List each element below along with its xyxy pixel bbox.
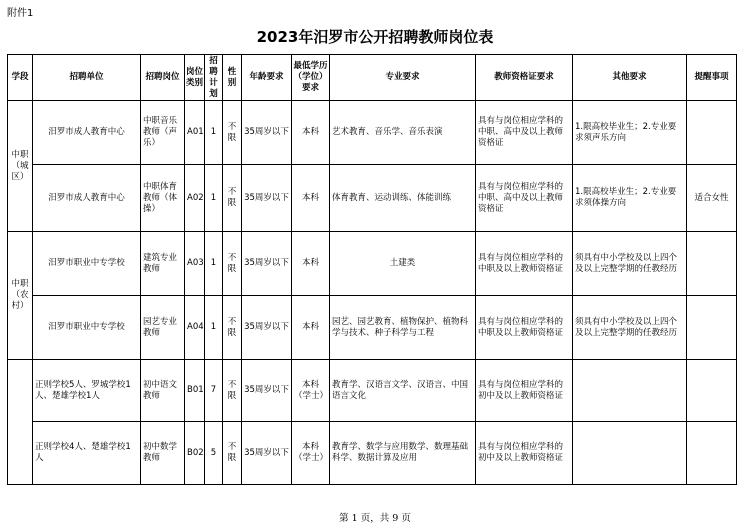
major-cell: 园艺、园艺教育、植物保护、植物科学与技术、种子科学与工程 — [330, 296, 476, 360]
plan-cell: 5 — [205, 422, 223, 485]
other-cell: 须具有中小学校及以上四个及以上完整学期的任教经历 — [573, 232, 687, 296]
post-cell: 园艺专业教师 — [141, 296, 185, 360]
edu-cell: 本科 — [292, 232, 330, 296]
note-cell — [687, 360, 737, 422]
table-row — [8, 422, 737, 485]
header-cell: 招聘岗位 — [141, 55, 185, 101]
plan-cell: 1 — [205, 165, 223, 232]
plan-cell: 7 — [205, 360, 223, 422]
code-cell: A01 — [185, 101, 205, 165]
edu-cell: 本科（学士） — [292, 422, 330, 485]
header-cell: 其他要求 — [573, 55, 687, 101]
gender-cell: 不限 — [223, 232, 242, 296]
cert-cell: 具有与岗位相应学科的中职及以上教师资格证 — [476, 296, 573, 360]
major-cell: 教育学、汉语言文学、汉语言、中国语言文化 — [330, 360, 476, 422]
header-cell: 性别 — [223, 55, 242, 101]
post-cell: 初中语文教师 — [141, 360, 185, 422]
age-cell: 35周岁以下 — [242, 360, 292, 422]
stage-cell: 中职（城区） — [8, 101, 33, 232]
unit-cell: 汨罗市成人教育中心 — [33, 101, 141, 165]
edu-cell: 本科 — [292, 296, 330, 360]
age-cell: 35周岁以下 — [242, 101, 292, 165]
stage-cell: 中职（农村） — [8, 232, 33, 360]
age-cell: 35周岁以下 — [242, 165, 292, 232]
age-cell: 35周岁以下 — [242, 422, 292, 485]
note-cell — [687, 232, 737, 296]
major-cell: 艺术教育、音乐学、音乐表演 — [330, 101, 476, 165]
header-cell: 招聘计划 — [205, 55, 223, 101]
annex-label: 附件1 — [7, 8, 34, 19]
note-cell: 适合女性 — [687, 165, 737, 232]
header-cell: 专业要求 — [330, 55, 476, 101]
unit-cell: 汨罗市成人教育中心 — [33, 165, 141, 232]
note-cell — [687, 101, 737, 165]
edu-cell: 本科 — [292, 101, 330, 165]
table-row — [8, 101, 737, 165]
gender-cell: 不限 — [223, 422, 242, 485]
code-cell: A04 — [185, 296, 205, 360]
code-cell: A03 — [185, 232, 205, 296]
code-cell: A02 — [185, 165, 205, 232]
unit-cell: 正则学校4人、楚雄学校1人 — [33, 422, 141, 485]
header-cell: 提醒事项 — [687, 55, 737, 101]
unit-cell: 汨罗市职业中专学校 — [33, 296, 141, 360]
other-cell: 1.限高校毕业生；2.专业要求须体操方向 — [573, 165, 687, 232]
table-row — [8, 360, 737, 422]
code-cell: B02 — [185, 422, 205, 485]
age-cell: 35周岁以下 — [242, 232, 292, 296]
cert-cell: 具有与岗位相应学科的初中及以上教师资格证 — [476, 422, 573, 485]
table-row — [8, 165, 737, 232]
post-cell: 初中数学教师 — [141, 422, 185, 485]
other-cell — [573, 360, 687, 422]
major-cell: 体育教育、运动训练、体能训练 — [330, 165, 476, 232]
unit-cell: 正则学校5人、罗城学校1人、楚雄学校1人 — [33, 360, 141, 422]
gender-cell: 不限 — [223, 165, 242, 232]
age-cell: 35周岁以下 — [242, 296, 292, 360]
cert-cell: 具有与岗位相应学科的初中及以上教师资格证 — [476, 360, 573, 422]
major-cell: 土建类 — [330, 232, 476, 296]
header-cell: 年龄要求 — [242, 55, 292, 101]
unit-cell: 汨罗市职业中专学校 — [33, 232, 141, 296]
other-cell: 须具有中小学校及以上四个及以上完整学期的任教经历 — [573, 296, 687, 360]
header-cell: 教师资格证要求 — [476, 55, 573, 101]
positions-table — [7, 54, 737, 485]
header-cell: 招聘单位 — [33, 55, 141, 101]
cert-cell: 具有与岗位相应学科的中职、高中及以上教师资格证 — [476, 101, 573, 165]
plan-cell: 1 — [205, 296, 223, 360]
major-cell: 教育学、数学与应用数学、数理基础科学、数据计算及应用 — [330, 422, 476, 485]
post-cell: 中职体育教师（体操） — [141, 165, 185, 232]
post-cell: 中职音乐教师（声乐） — [141, 101, 185, 165]
cert-cell: 具有与岗位相应学科的中职及以上教师资格证 — [476, 232, 573, 296]
post-cell: 建筑专业教师 — [141, 232, 185, 296]
edu-cell: 本科 — [292, 165, 330, 232]
note-cell — [687, 296, 737, 360]
gender-cell: 不限 — [223, 296, 242, 360]
header-cell: 学段 — [8, 55, 33, 101]
table-row — [8, 296, 737, 360]
plan-cell: 1 — [205, 232, 223, 296]
other-cell — [573, 422, 687, 485]
header-cell: 最低学历（学位）要求 — [292, 55, 330, 101]
code-cell: B01 — [185, 360, 205, 422]
note-cell — [687, 422, 737, 485]
other-cell: 1.限高校毕业生；2.专业要求须声乐方向 — [573, 101, 687, 165]
edu-cell: 本科（学士） — [292, 360, 330, 422]
cert-cell: 具有与岗位相应学科的中职、高中及以上教师资格证 — [476, 165, 573, 232]
page-footer: 第 1 页，共 9 页 — [339, 513, 411, 524]
table-row — [8, 232, 737, 296]
plan-cell: 1 — [205, 101, 223, 165]
gender-cell: 不限 — [223, 360, 242, 422]
gender-cell: 不限 — [223, 101, 242, 165]
table-header-row — [8, 55, 737, 101]
stage-cell — [8, 360, 33, 485]
header-cell: 岗位类别 — [185, 55, 205, 101]
page-title: 2023年汨罗市公开招聘教师岗位表 — [256, 28, 494, 46]
